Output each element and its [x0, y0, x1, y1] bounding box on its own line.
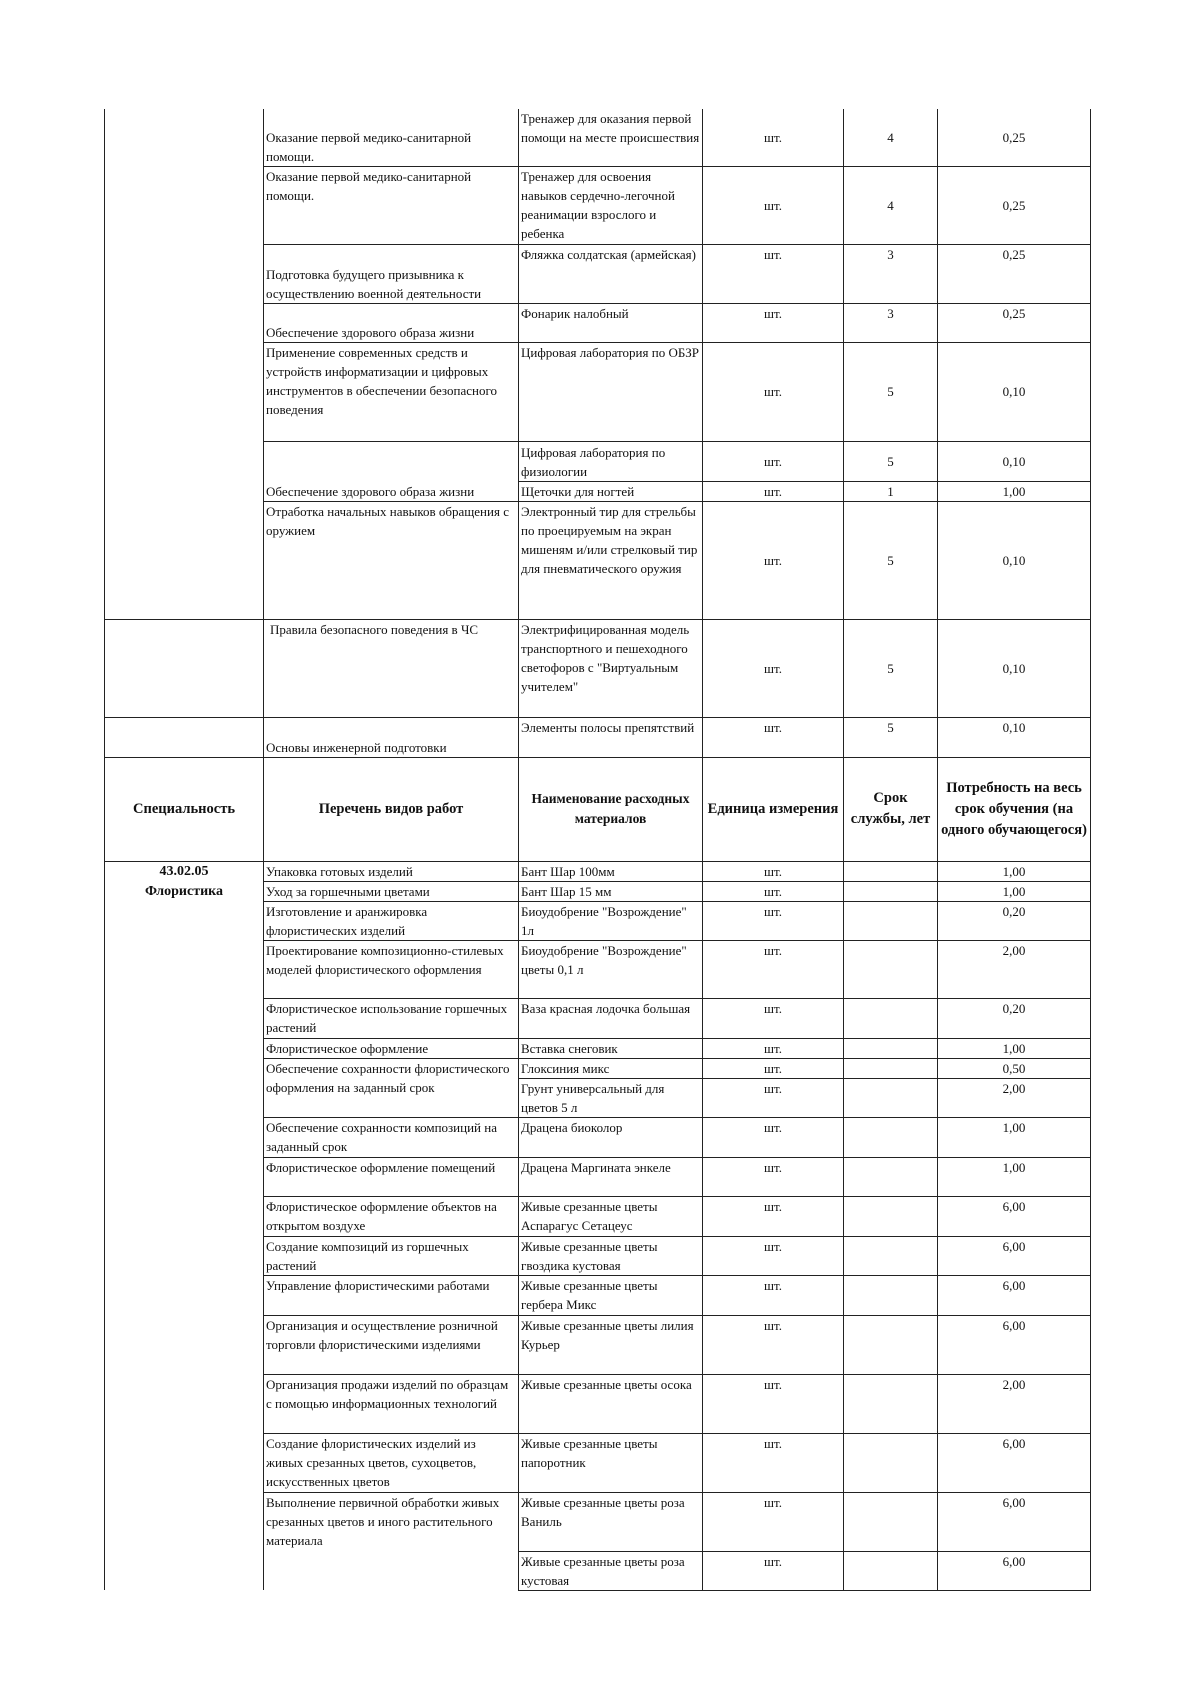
life-cell: [844, 1551, 938, 1590]
specialty-cell-empty: [105, 109, 264, 501]
life-cell: [844, 998, 938, 1038]
need-cell: 1,00: [938, 1157, 1091, 1196]
need-cell: 0,25: [938, 303, 1091, 342]
life-cell: 5: [844, 501, 938, 619]
work-cell: Оказание первой медико-санитарной помощи.: [264, 109, 519, 166]
work-cell: Флористическое оформление помещений: [264, 1157, 519, 1196]
material-cell: Тренажер для оказания первой помощи на месте происшествия: [519, 109, 703, 166]
life-cell: 1: [844, 481, 938, 501]
header-works: Перечень видов работ: [264, 757, 519, 861]
work-cell: Организация и осуществление розничной торговли флористическими изделиями: [264, 1315, 519, 1374]
unit-cell: шт.: [703, 861, 844, 881]
work-cell: Применение современных средств и устройств информатизации и цифровых инструментов в обеспечении безопасного поведения: [264, 342, 519, 441]
material-cell: Цифровая лаборатория по ОБЗР: [519, 342, 703, 441]
header-specialty: Специальность: [105, 757, 264, 861]
table-row: [105, 501, 1091, 619]
need-cell: 2,00: [938, 1374, 1091, 1433]
life-cell: 5: [844, 342, 938, 441]
material-cell: Биоудобрение "Возрождение" цветы 0,1 л: [519, 940, 703, 998]
unit-cell: шт.: [703, 1492, 844, 1551]
material-cell: Бант Шар 15 мм: [519, 881, 703, 901]
specialty-cell-empty: [105, 717, 264, 757]
work-cell: Правила безопасного поведения в ЧС: [264, 619, 519, 717]
life-cell: [844, 1236, 938, 1275]
need-cell: 0,25: [938, 166, 1091, 244]
material-cell: Вставка снеговик: [519, 1038, 703, 1058]
unit-cell: шт.: [703, 303, 844, 342]
life-cell: 5: [844, 441, 938, 481]
material-cell: Драцена Маргината энкеле: [519, 1157, 703, 1196]
work-cell: Оказание первой медико-санитарной помощи.: [264, 166, 519, 244]
life-cell: [844, 1275, 938, 1315]
need-cell: 6,00: [938, 1196, 1091, 1236]
unit-cell: шт.: [703, 441, 844, 481]
need-cell: 1,00: [938, 1117, 1091, 1157]
unit-cell: шт.: [703, 901, 844, 940]
table-header-row: [105, 757, 1091, 861]
unit-cell: шт.: [703, 1058, 844, 1078]
life-cell: [844, 1315, 938, 1374]
work-cell: Флористическое оформление: [264, 1038, 519, 1058]
need-cell: 0,20: [938, 998, 1091, 1038]
material-cell: Тренажер для освоения навыков сердечно-легочной реанимации взрослого и ребенка: [519, 166, 703, 244]
life-cell: [844, 901, 938, 940]
need-cell: 0,10: [938, 619, 1091, 717]
life-cell: [844, 1492, 938, 1551]
table-row: [105, 619, 1091, 717]
need-cell: 6,00: [938, 1551, 1091, 1590]
material-cell: Цифровая лаборатория по физиологии: [519, 441, 703, 481]
unit-cell: шт.: [703, 1374, 844, 1433]
life-cell: [844, 1196, 938, 1236]
need-cell: 0,10: [938, 501, 1091, 619]
life-cell: [844, 861, 938, 881]
unit-cell: шт.: [703, 1117, 844, 1157]
need-cell: 2,00: [938, 1078, 1091, 1117]
need-cell: 6,00: [938, 1433, 1091, 1492]
need-cell: 6,00: [938, 1315, 1091, 1374]
life-cell: [844, 1058, 938, 1078]
material-cell: Электрифицированная модель транспортного и пешеходного светофоров с "Виртуальным учителем": [519, 619, 703, 717]
material-cell: Живые срезанные цветы папоротник: [519, 1433, 703, 1492]
unit-cell: шт.: [703, 940, 844, 998]
need-cell: 1,00: [938, 861, 1091, 881]
life-cell: 4: [844, 166, 938, 244]
materials-table: [104, 109, 1091, 1591]
table-row: [105, 861, 1091, 881]
life-cell: [844, 940, 938, 998]
need-cell: 0,10: [938, 717, 1091, 757]
need-cell: 0,10: [938, 441, 1091, 481]
unit-cell: шт.: [703, 342, 844, 441]
unit-cell: шт.: [703, 1433, 844, 1492]
unit-cell: шт.: [703, 501, 844, 619]
unit-cell: шт.: [703, 1275, 844, 1315]
life-cell: 3: [844, 303, 938, 342]
work-cell: Создание композиций из горшечных растений: [264, 1236, 519, 1275]
life-cell: [844, 1374, 938, 1433]
table-row: [105, 717, 1091, 757]
work-cell: Изготовление и аранжировка флористических изделий: [264, 901, 519, 940]
material-cell: Живые срезанные цветы Аспарагус Сетацеус: [519, 1196, 703, 1236]
unit-cell: шт.: [703, 998, 844, 1038]
work-cell: Отработка начальных навыков обращения с оружием: [264, 501, 519, 619]
work-cell: Обеспечение здорового образа жизни: [264, 441, 519, 501]
unit-cell: шт.: [703, 881, 844, 901]
material-cell: Глоксиния микс: [519, 1058, 703, 1078]
work-cell: Упаковка готовых изделий: [264, 861, 519, 881]
need-cell: 6,00: [938, 1492, 1091, 1551]
material-cell: Живые срезанные цветы гербера Микс: [519, 1275, 703, 1315]
unit-cell: шт.: [703, 1078, 844, 1117]
header-need: Потребность на весь срок обучения (на одного обучающегося): [938, 757, 1091, 861]
material-cell: Живые срезанные цветы роза Ваниль: [519, 1492, 703, 1551]
unit-cell: шт.: [703, 717, 844, 757]
work-cell: Флористическое оформление объектов на открытом воздухе: [264, 1196, 519, 1236]
work-cell: Уход за горшечными цветами: [264, 881, 519, 901]
life-cell: 4: [844, 109, 938, 166]
need-cell: 2,00: [938, 940, 1091, 998]
life-cell: [844, 1117, 938, 1157]
unit-cell: шт.: [703, 1315, 844, 1374]
need-cell: 0,25: [938, 109, 1091, 166]
work-cell: Подготовка будущего призывника к осуществлению военной деятельности: [264, 244, 519, 303]
life-cell: [844, 1038, 938, 1058]
need-cell: 6,00: [938, 1275, 1091, 1315]
material-cell: Элементы полосы препятствий: [519, 717, 703, 757]
work-cell: Создание флористических изделий из живых срезанных цветов, сухоцветов, искусственных цветов: [264, 1433, 519, 1492]
unit-cell: шт.: [703, 619, 844, 717]
material-cell: Биоудобрение "Возрождение" 1л: [519, 901, 703, 940]
header-unit: Единица измерения: [703, 757, 844, 861]
life-cell: 5: [844, 717, 938, 757]
work-cell: Обеспечение здорового образа жизни: [264, 303, 519, 342]
material-cell: Щеточки для ногтей: [519, 481, 703, 501]
specialty-code: 43.02.05: [159, 863, 209, 879]
unit-cell: шт.: [703, 166, 844, 244]
work-cell: Проектирование композиционно-стилевых моделей флористического оформления: [264, 940, 519, 998]
life-cell: 5: [844, 619, 938, 717]
need-cell: 0,10: [938, 342, 1091, 441]
material-cell: Живые срезанные цветы лилия Курьер: [519, 1315, 703, 1374]
life-cell: [844, 881, 938, 901]
material-cell: Драцена биоколор: [519, 1117, 703, 1157]
unit-cell: шт.: [703, 1157, 844, 1196]
need-cell: 1,00: [938, 881, 1091, 901]
need-cell: 6,00: [938, 1236, 1091, 1275]
material-cell: Фляжка солдатская (армейская): [519, 244, 703, 303]
unit-cell: шт.: [703, 1038, 844, 1058]
need-cell: 0,50: [938, 1058, 1091, 1078]
material-cell: Живые срезанные цветы осока: [519, 1374, 703, 1433]
work-cell: Управление флористическими работами: [264, 1275, 519, 1315]
specialty-cell: [105, 861, 264, 1590]
unit-cell: шт.: [703, 1196, 844, 1236]
specialty-name: Флористика: [144, 883, 224, 899]
work-cell: Обеспечение сохранности флористического оформления на заданный срок: [264, 1058, 519, 1117]
header-materials: Наименование расходных материалов: [519, 757, 703, 861]
need-cell: 0,20: [938, 901, 1091, 940]
need-cell: 1,00: [938, 1038, 1091, 1058]
unit-cell: шт.: [703, 109, 844, 166]
table-row: [105, 109, 1091, 166]
work-cell: Флористическое использование горшечных растений: [264, 998, 519, 1038]
life-cell: 3: [844, 244, 938, 303]
work-cell: Основы инженерной подготовки: [264, 717, 519, 757]
work-cell: Обеспечение сохранности композиций на заданный срок: [264, 1117, 519, 1157]
material-cell: Грунт универсальный для цветов 5 л: [519, 1078, 703, 1117]
need-cell: 0,25: [938, 244, 1091, 303]
unit-cell: шт.: [703, 1551, 844, 1590]
work-cell: Выполнение первичной обработки живых срезанных цветов и иного растительного материала: [264, 1492, 519, 1590]
work-cell: Организация продажи изделий по образцам с помощью информационных технологий: [264, 1374, 519, 1433]
life-cell: [844, 1078, 938, 1117]
life-cell: [844, 1157, 938, 1196]
unit-cell: шт.: [703, 481, 844, 501]
life-cell: [844, 1433, 938, 1492]
unit-cell: шт.: [703, 244, 844, 303]
material-cell: Живые срезанные цветы роза кустовая: [519, 1551, 703, 1590]
need-cell: 1,00: [938, 481, 1091, 501]
material-cell: Бант Шар 100мм: [519, 861, 703, 881]
material-cell: Ваза красная лодочка большая: [519, 998, 703, 1038]
specialty-cell-empty: [105, 501, 264, 619]
material-cell: Фонарик налобный: [519, 303, 703, 342]
header-life: Срок службы, лет: [844, 757, 938, 861]
unit-cell: шт.: [703, 1236, 844, 1275]
material-cell: Живые срезанные цветы гвоздика кустовая: [519, 1236, 703, 1275]
material-cell: Электронный тир для стрельбы по проецируемым на экран мишеням и/или стрелковый тир для пневматического оружия: [519, 501, 703, 619]
specialty-cell-empty: [105, 619, 264, 717]
